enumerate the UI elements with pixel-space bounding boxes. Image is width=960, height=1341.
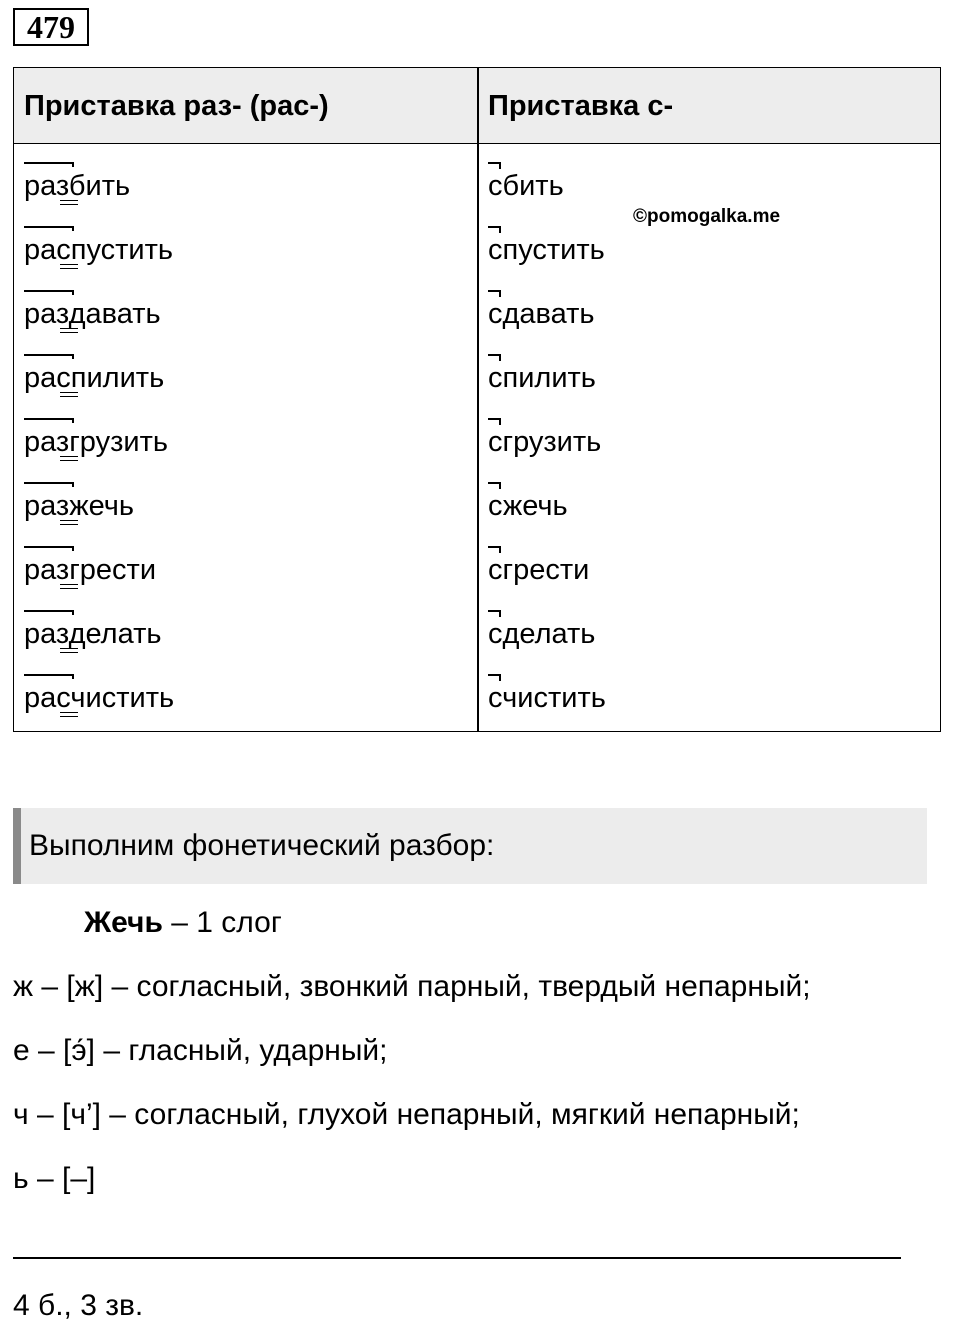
word-raz-2: распустить <box>24 230 174 294</box>
syllable-count: – 1 слог <box>162 906 282 939</box>
word-s-7: сгрести <box>488 550 606 614</box>
word-s-2: спустить <box>488 230 606 294</box>
banner-accent-bar <box>13 808 21 884</box>
word-s-5: сгрузить <box>488 422 606 486</box>
word-s-4: спилить <box>488 358 606 422</box>
column-divider <box>477 68 479 731</box>
prefix-mark <box>488 546 501 553</box>
word-s-1: сбить <box>488 166 606 230</box>
banner-text: Выполним фонетический разбор: <box>29 829 495 862</box>
prefix-mark <box>488 674 501 681</box>
prefix-mark <box>24 546 74 551</box>
word-raz-8: разделать <box>24 614 174 678</box>
phonetic-banner <box>13 808 927 884</box>
word-raz-7: разгрести <box>24 550 174 614</box>
left-column <box>24 166 174 742</box>
word-raz-6: разжечь <box>24 486 174 550</box>
word-heading <box>84 905 282 941</box>
right-column <box>488 166 606 742</box>
prefix-mark <box>24 610 74 615</box>
analyzed-word: Жечь <box>84 906 163 939</box>
phonetic-line-1: ж – [ж] – согласный, звонкий парный, твердый непарный; <box>13 970 811 1003</box>
watermark: ©pomogalka.me <box>633 206 781 227</box>
word-raz-4: распилить <box>24 358 174 422</box>
prefix-mark <box>488 610 501 617</box>
prefix-mark <box>488 482 501 489</box>
word-s-3: сдавать <box>488 294 606 358</box>
prefix-mark <box>488 162 501 169</box>
prefix-mark <box>24 674 74 679</box>
prefix-mark <box>488 354 501 361</box>
header-prefix-s: Приставка с- <box>488 90 674 122</box>
divider-line <box>13 1257 901 1259</box>
prefix-mark <box>24 226 74 231</box>
prefix-mark <box>24 482 74 487</box>
phonetic-line-3: ч – [ч’] – согласный, глухой непарный, мягкий непарный; <box>13 1098 800 1131</box>
prefix-mark <box>488 290 501 297</box>
prefix-mark <box>24 354 74 359</box>
word-raz-1: разбить <box>24 166 174 230</box>
phonetic-line-4: ь – [–] <box>13 1162 96 1195</box>
prefix-mark <box>488 226 501 233</box>
word-raz-3: раздавать <box>24 294 174 358</box>
header-prefix-raz: Приставка раз- (рас-) <box>24 90 329 122</box>
phonetic-summary: 4 б., 3 зв. <box>13 1289 144 1322</box>
word-raz-5: разгрузить <box>24 422 174 486</box>
prefix-mark <box>488 418 501 425</box>
prefix-mark <box>24 162 74 167</box>
word-s-9: счистить <box>488 678 606 742</box>
word-s-6: сжечь <box>488 486 606 550</box>
word-s-8: сделать <box>488 614 606 678</box>
prefix-mark <box>24 418 74 423</box>
word-raz-9: расчистить <box>24 678 174 742</box>
phonetic-line-2: е – [э́] – гласный, ударный; <box>13 1034 388 1067</box>
prefix-table <box>13 67 941 732</box>
exercise-number: 479 <box>13 8 89 46</box>
prefix-mark <box>24 290 74 295</box>
